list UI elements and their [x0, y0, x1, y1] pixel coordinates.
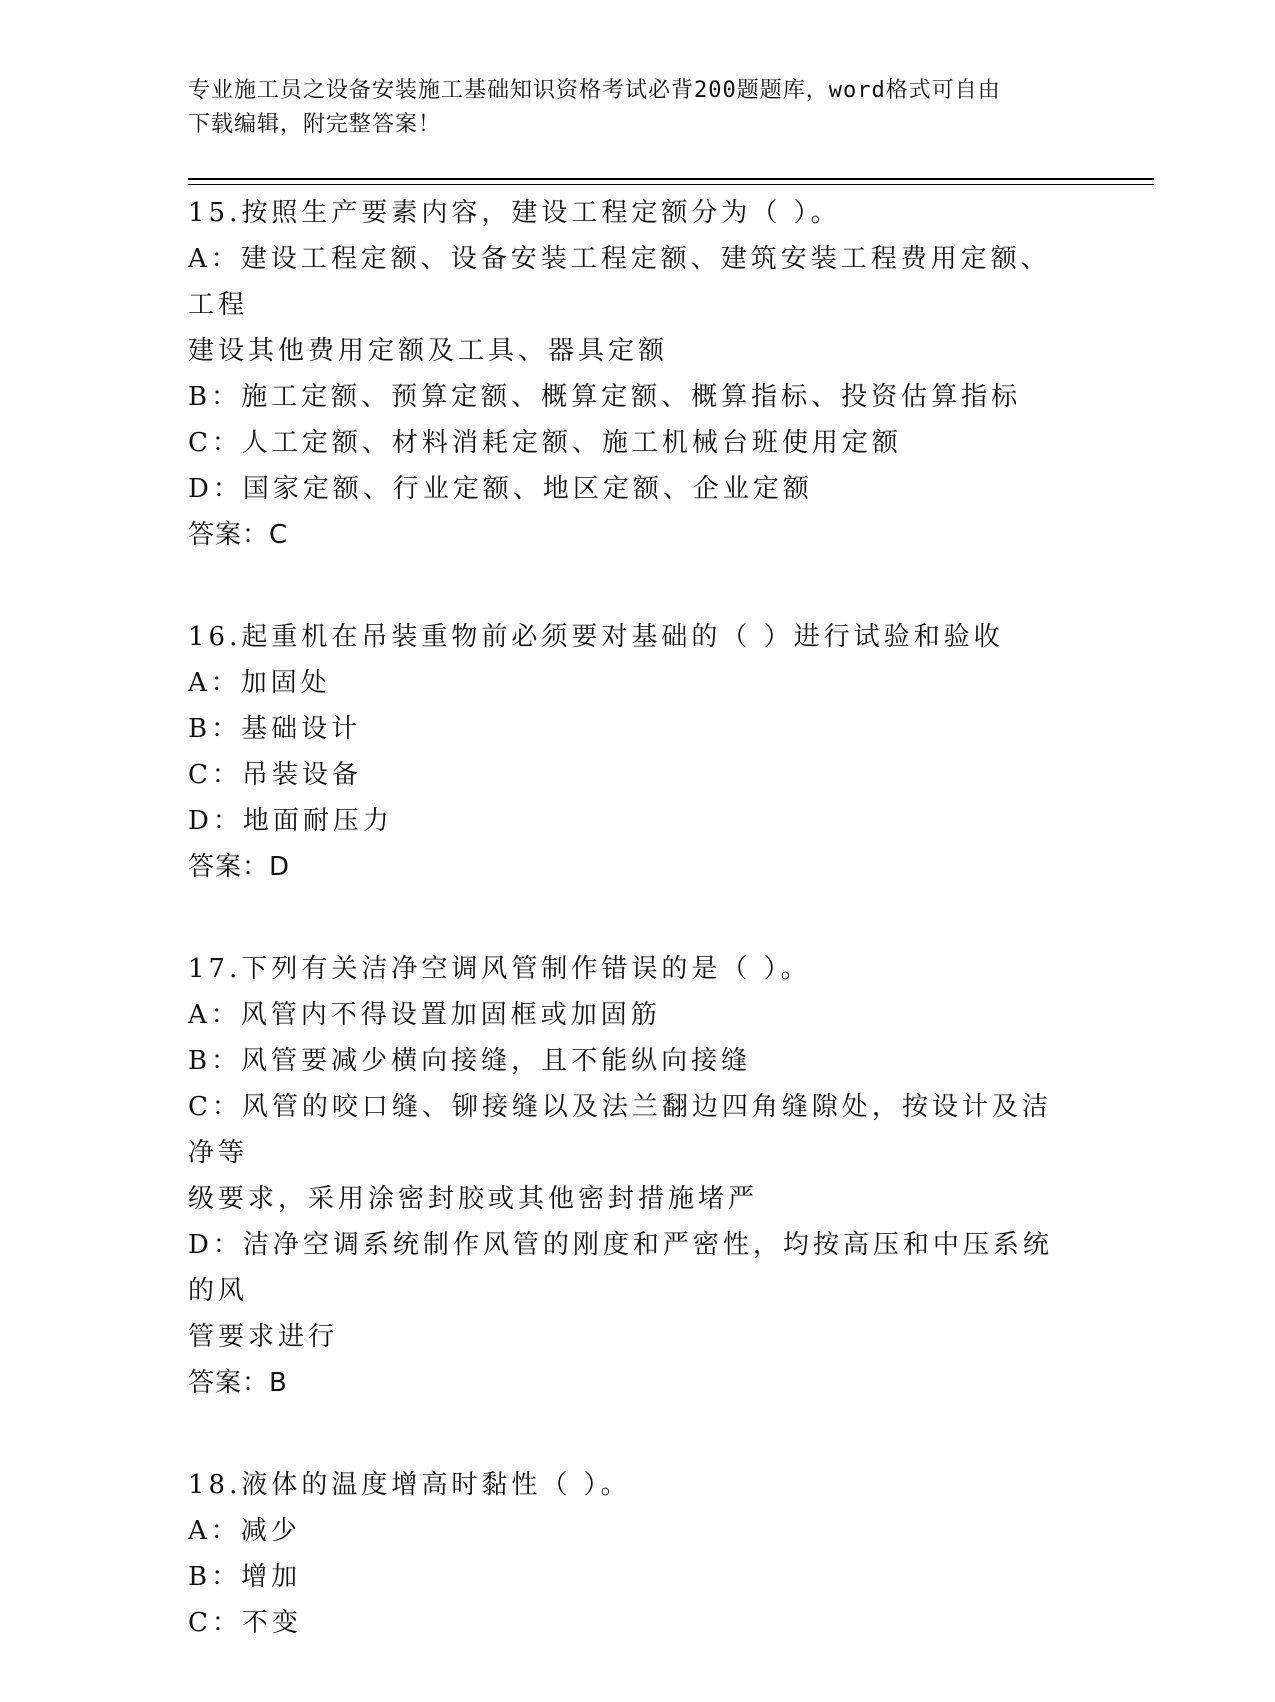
- answer-text: 答案：D: [188, 852, 291, 882]
- option-b: B：基础设计: [188, 714, 362, 744]
- header-divider-thin: [188, 184, 1154, 185]
- option-line: D：洁净空调系统制作风管的刚度和严密性，均按高压和中压系统的风: [188, 1230, 1053, 1306]
- question-15: [188, 190, 1068, 558]
- option-b: B：风管要减少横向接缝，且不能纵向接缝: [188, 1046, 752, 1076]
- header-line: 下载编辑，附完整答案！: [188, 112, 442, 137]
- option-line: A：建设工程定额、设备安装工程定额、建筑安装工程费用定额、工程: [188, 244, 1051, 320]
- option-d: [188, 1222, 1068, 1360]
- option-c: [188, 1084, 1068, 1222]
- document-header: [188, 74, 1068, 142]
- question-17: [188, 946, 1068, 1406]
- answer-text: 答案：C: [188, 520, 289, 550]
- question-list: [188, 190, 1068, 1702]
- option-a: A：风管内不得设置加固框或加固筋: [188, 1000, 661, 1030]
- question-16: [188, 614, 1068, 890]
- header-divider: [188, 178, 1154, 180]
- option-d: D：国家定额、行业定额、地区定额、企业定额: [188, 474, 813, 504]
- option-a: A：减少: [188, 1516, 301, 1546]
- option-c: C：不变: [188, 1608, 302, 1638]
- question-stem: 17.下列有关洁净空调风管制作错误的是（ ）。: [188, 954, 811, 984]
- option-a: A：加固处: [188, 668, 331, 698]
- question-stem: 16.起重机在吊装重物前必须要对基础的（ ）进行试验和验收: [188, 622, 1004, 652]
- option-line: C：风管的咬口缝、铆接缝以及法兰翻边四角缝隙处，按设计及洁净等: [188, 1092, 1052, 1168]
- option-c: C：人工定额、材料消耗定额、施工机械台班使用定额: [188, 428, 902, 458]
- answer-text: 答案：B: [188, 1368, 288, 1398]
- option-c: C：吊装设备: [188, 760, 362, 790]
- option-b: B：施工定额、预算定额、概算定额、概算指标、投资估算指标: [188, 382, 1022, 412]
- question-stem: 18.液体的温度增高时黏性（ ）。: [188, 1470, 631, 1500]
- question-18: [188, 1462, 1068, 1646]
- option-d: D：地面耐压力: [188, 806, 393, 836]
- option-b: B：增加: [188, 1562, 302, 1592]
- option-a: [188, 236, 1068, 374]
- header-line: 专业施工员之设备安装施工基础知识资格考试必背200题题库，word格式可自由: [188, 78, 1001, 103]
- option-line: 建设其他费用定额及工具、器具定额: [188, 336, 669, 366]
- option-line: 级要求，采用涂密封胶或其他密封措施堵严: [188, 1184, 759, 1214]
- question-stem: 15.按照生产要素内容，建设工程定额分为（ ）。: [188, 198, 841, 228]
- option-line: 管要求进行: [188, 1322, 339, 1352]
